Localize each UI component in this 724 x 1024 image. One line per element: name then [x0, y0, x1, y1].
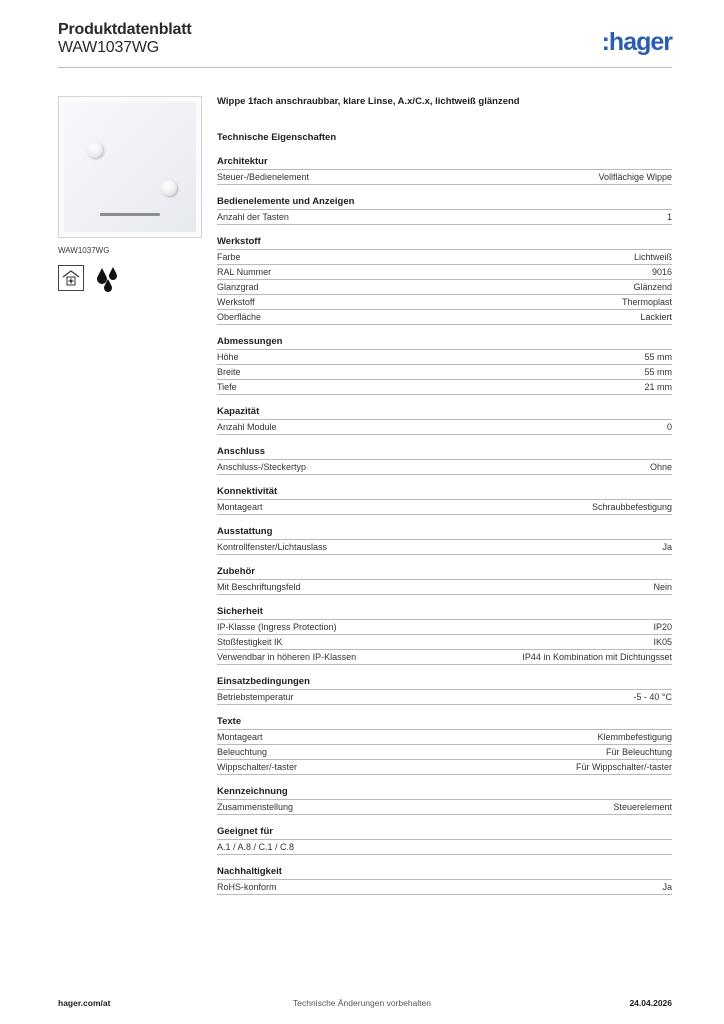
property-section [217, 236, 672, 325]
property-label: RoHS-konform [217, 882, 277, 892]
property-value: -5 - 40 °C [633, 692, 672, 702]
light-reflection [161, 180, 177, 196]
property-label: Oberfläche [217, 312, 262, 322]
property-row [217, 649, 672, 665]
properties-list [217, 156, 672, 895]
indoor-use-icon [58, 265, 84, 291]
property-label: A.1 / A.8 / C.1 / C.8 [217, 842, 295, 852]
property-section [217, 336, 672, 395]
property-value: Für Beleuchtung [605, 747, 672, 757]
hager-logo: :hager [601, 28, 672, 56]
section-title: Architektur [217, 156, 268, 167]
property-row [217, 264, 672, 279]
property-section [217, 826, 672, 855]
property-value: Ja [662, 882, 672, 892]
section-title: Texte [217, 716, 242, 727]
property-row [217, 579, 672, 595]
document-title: Produktdatenblatt [58, 21, 192, 38]
property-value: Ohne [649, 462, 672, 472]
switch-plate [64, 102, 196, 232]
clear-lens [100, 213, 160, 216]
property-section [217, 446, 672, 475]
property-label: RAL Nummer [217, 267, 272, 277]
property-label: Stoßfestigkeit IK [217, 637, 283, 647]
property-value: Nein [653, 582, 672, 592]
property-row [217, 839, 672, 855]
section-title: Anschluss [217, 446, 266, 457]
section-title: Konnektivität [217, 486, 278, 497]
property-label: Farbe [217, 252, 241, 262]
property-value: Glänzend [633, 282, 672, 292]
property-row [217, 729, 672, 744]
left-column [58, 96, 202, 293]
property-row [217, 294, 672, 309]
product-description: Wippe 1fach anschraubbar, klare Linse, A.x/C.x, lichtweiß glänzend [217, 96, 520, 107]
property-section [217, 486, 672, 515]
property-value: Klemmbefestigung [597, 732, 672, 742]
property-value: Für Wippschalter/-taster [575, 762, 672, 772]
property-section [217, 866, 672, 895]
property-value: Schraubbefestigung [591, 502, 672, 512]
property-section [217, 786, 672, 815]
property-value: 0 [666, 422, 672, 432]
property-value: 55 mm [644, 352, 672, 362]
property-section [217, 196, 672, 225]
property-value: Steuerelement [613, 802, 672, 812]
property-label: IP-Klasse (Ingress Protection) [217, 622, 337, 632]
property-row [217, 759, 672, 775]
product-image [58, 96, 202, 238]
property-row [217, 309, 672, 325]
property-label: Wippschalter/-taster [217, 762, 298, 772]
property-row [217, 879, 672, 895]
property-label: Werkstoff [217, 297, 255, 307]
image-caption: WAW1037WG [58, 246, 110, 255]
property-value: Vollflächige Wippe [598, 172, 672, 182]
property-section [217, 716, 672, 775]
property-section [217, 676, 672, 705]
property-row [217, 279, 672, 294]
property-value: 55 mm [644, 367, 672, 377]
property-label: Anzahl Module [217, 422, 277, 432]
property-section [217, 406, 672, 435]
water-drops-icon [92, 265, 122, 293]
footer-disclaimer: Technische Änderungen vorbehalten [293, 998, 431, 1008]
property-label: Zusammenstellung [217, 802, 294, 812]
property-row [217, 364, 672, 379]
property-row [217, 459, 672, 475]
datasheet-content [217, 96, 672, 906]
property-section [217, 566, 672, 595]
property-label: Anzahl der Tasten [217, 212, 289, 222]
light-reflection [87, 142, 103, 158]
property-value: 9016 [651, 267, 672, 277]
section-title: Abmessungen [217, 336, 283, 347]
property-value: 21 mm [644, 382, 672, 392]
property-row [217, 379, 672, 395]
property-value: IK05 [653, 637, 672, 647]
property-label: Betriebstemperatur [217, 692, 294, 702]
property-label: Verwendbar in höheren IP-Klassen [217, 652, 357, 662]
property-row [217, 689, 672, 705]
property-row [217, 419, 672, 435]
property-row [217, 209, 672, 225]
property-label: Kontrollfenster/Lichtauslass [217, 542, 328, 552]
property-row [217, 619, 672, 634]
property-value: Thermoplast [621, 297, 672, 307]
property-label: Beleuchtung [217, 747, 268, 757]
property-row [217, 634, 672, 649]
property-label: Tiefe [217, 382, 237, 392]
technical-properties-heading: Technische Eigenschaften [217, 132, 337, 143]
section-title: Kennzeichnung [217, 786, 288, 797]
section-title: Ausstattung [217, 526, 273, 537]
property-row [217, 349, 672, 364]
property-row [217, 249, 672, 264]
property-value: IP44 in Kombination mit Dichtungsset [522, 652, 672, 662]
property-section [217, 156, 672, 185]
property-label: Steuer-/Bedienelement [217, 172, 310, 182]
property-value: Lackiert [640, 312, 672, 322]
header-divider [58, 67, 672, 68]
property-label: Höhe [217, 352, 239, 362]
property-value: IP20 [653, 622, 672, 632]
property-label: Anschluss-/Steckertyp [217, 462, 307, 472]
section-title: Kapazität [217, 406, 260, 417]
property-label: Breite [217, 367, 241, 377]
footer-website: hager.com/at [58, 998, 111, 1008]
section-title: Nachhaltigkeit [217, 866, 282, 877]
property-row [217, 169, 672, 185]
property-value: Lichtweiß [633, 252, 672, 262]
property-row [217, 499, 672, 515]
property-section [217, 526, 672, 555]
certification-icons [58, 265, 202, 293]
property-label: Mit Beschriftungsfeld [217, 582, 301, 592]
property-value: 1 [666, 212, 672, 222]
property-section [217, 606, 672, 665]
section-title: Geeignet für [217, 826, 273, 837]
section-title: Einsatzbedingungen [217, 676, 310, 687]
property-label: Montageart [217, 732, 263, 742]
section-title: Zubehör [217, 566, 255, 577]
property-label: Glanzgrad [217, 282, 259, 292]
property-row [217, 539, 672, 555]
section-title: Sicherheit [217, 606, 263, 617]
section-title: Bedienelemente und Anzeigen [217, 196, 355, 207]
property-value: Ja [662, 542, 672, 552]
property-row [217, 799, 672, 815]
section-title: Werkstoff [217, 236, 261, 247]
product-code: WAW1037WG [58, 39, 160, 56]
property-label: Montageart [217, 502, 263, 512]
footer-date: 24.04.2026 [629, 998, 672, 1008]
property-row [217, 744, 672, 759]
